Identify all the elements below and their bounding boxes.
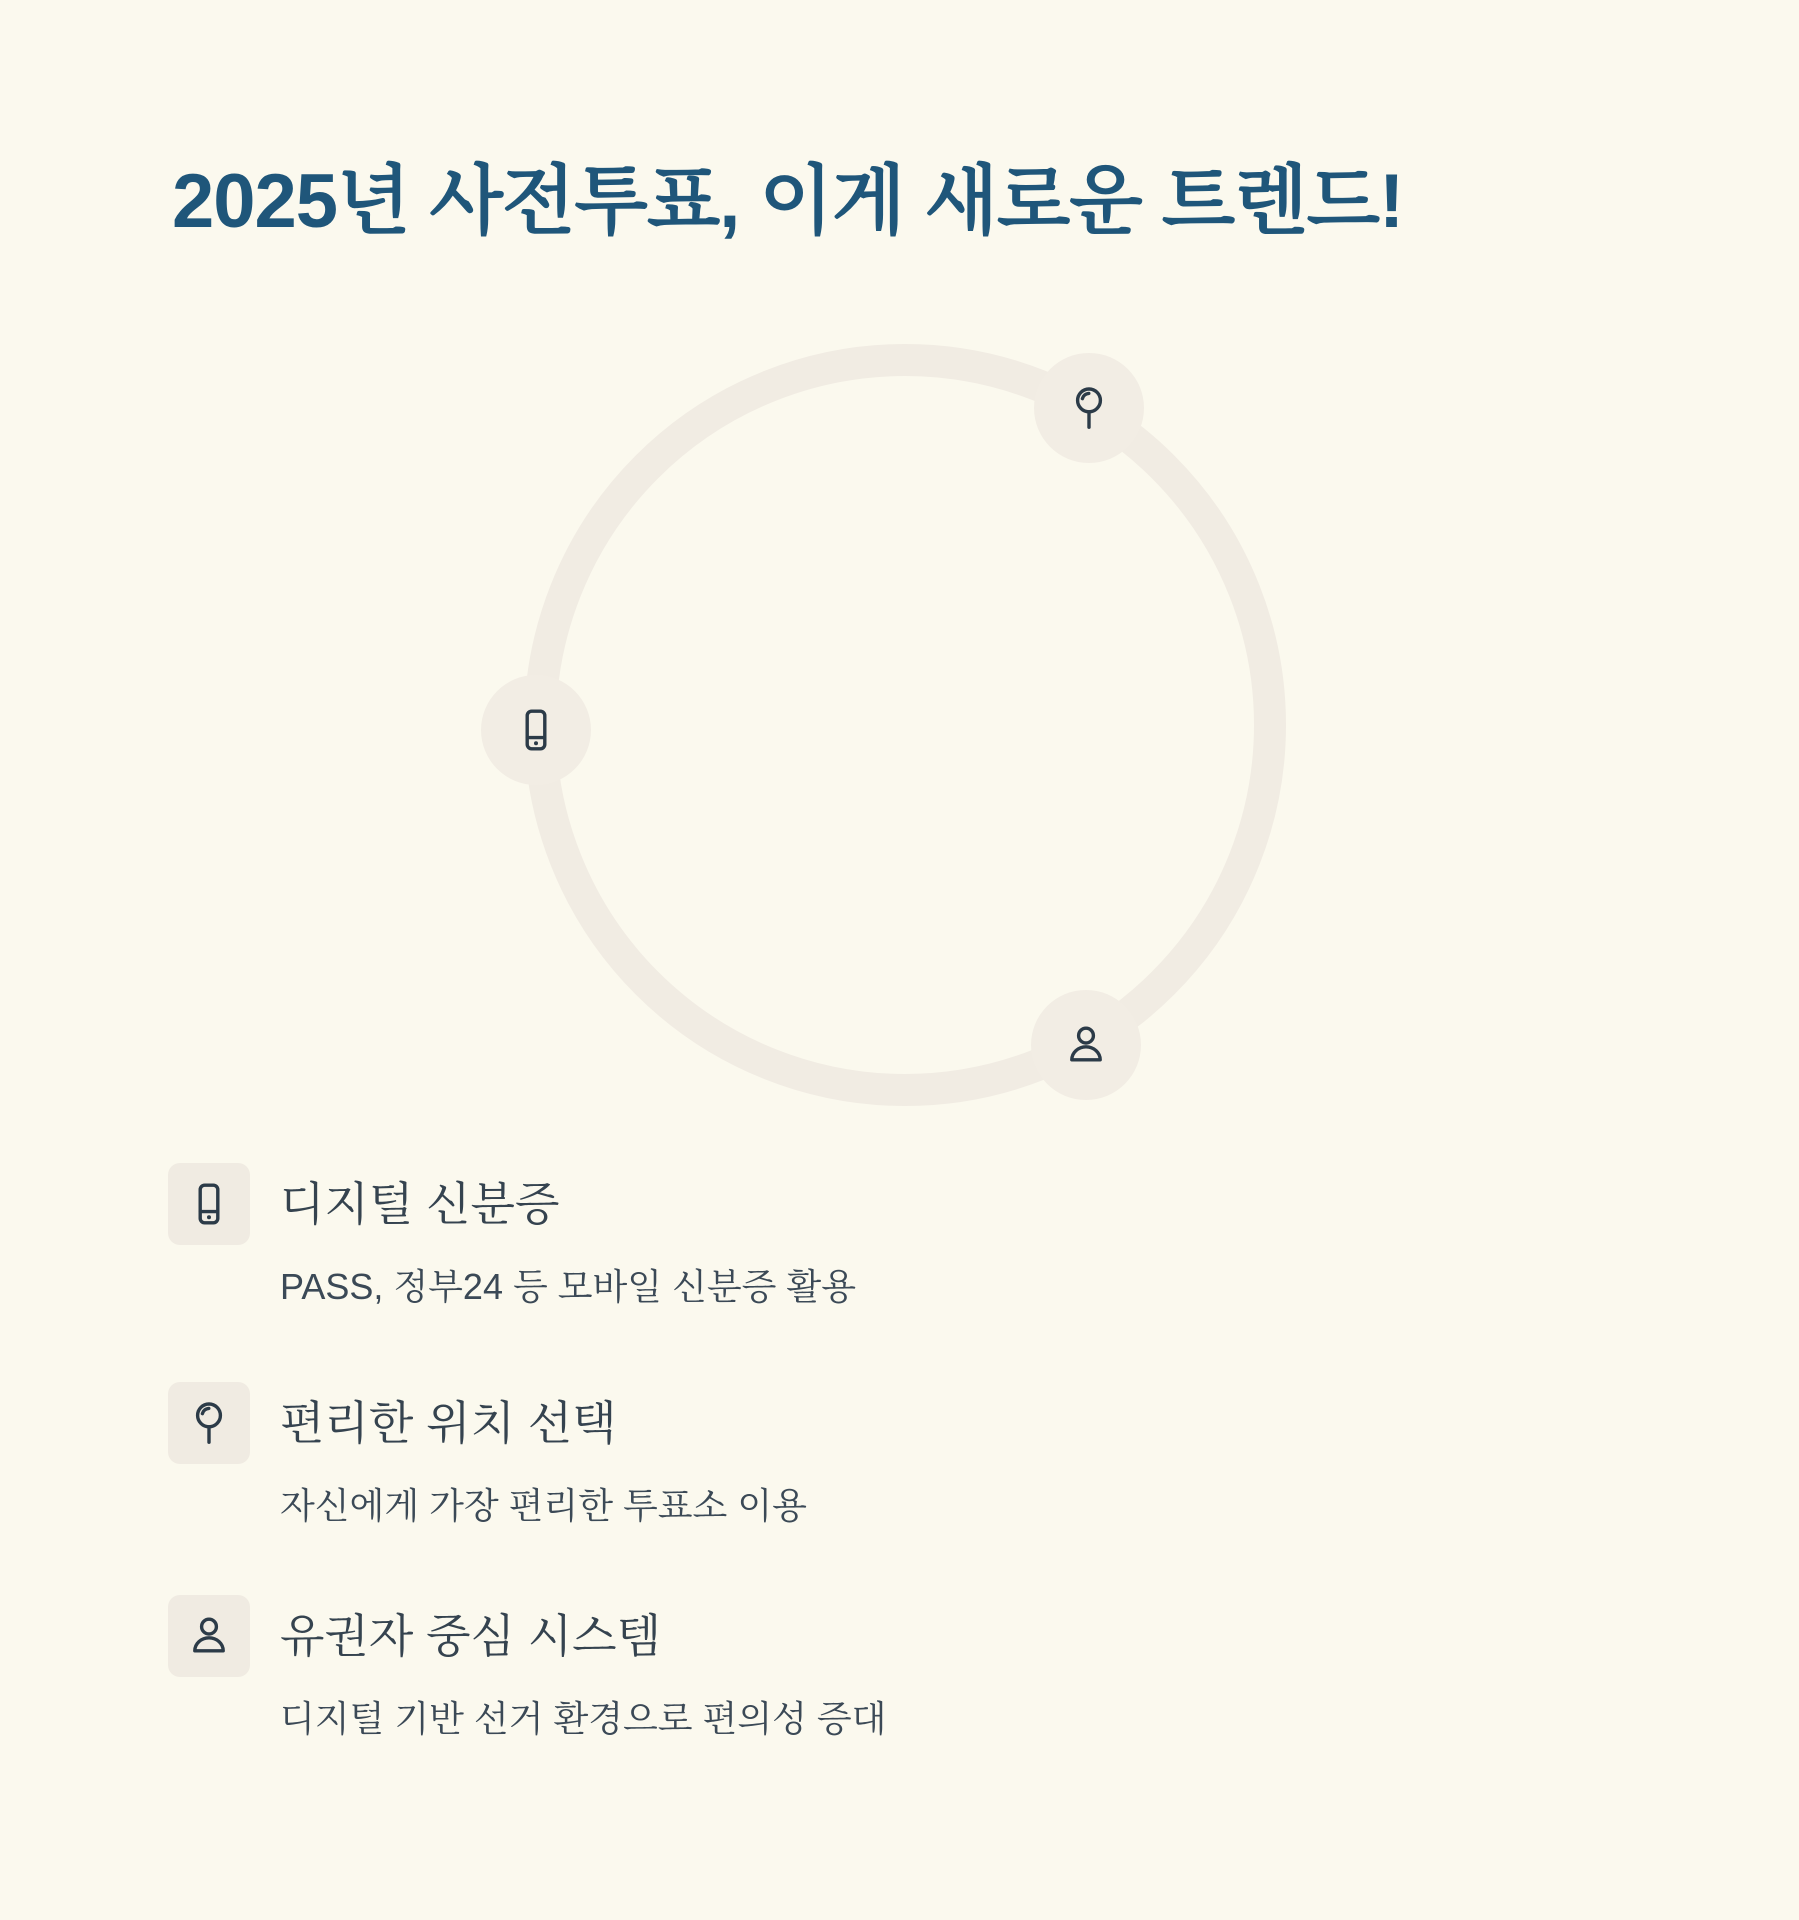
feature-title: 유권자 중심 시스템 — [280, 1609, 662, 1662]
feature-item-digital-id — [168, 1163, 1618, 1308]
feature-item-voter-centered — [168, 1595, 1618, 1740]
feature-title: 편리한 위치 선택 — [280, 1396, 617, 1449]
feature-icon-tile — [168, 1163, 250, 1245]
diagram-node-phone — [481, 675, 591, 785]
feature-icon-tile — [168, 1382, 250, 1464]
person-icon — [185, 1612, 233, 1660]
diagram-node-location — [1034, 353, 1144, 463]
pin-icon — [185, 1399, 233, 1447]
diagram-node-person — [1031, 990, 1141, 1100]
feature-icon-tile — [168, 1595, 250, 1677]
person-icon — [1062, 1021, 1110, 1069]
feature-subtitle: 자신에게 가장 편리한 투표소 이용 — [280, 1485, 807, 1526]
phone-icon — [512, 706, 560, 754]
page-title: 2025년 사전투표, 이게 새로운 트렌드! — [172, 159, 1404, 244]
phone-icon — [185, 1180, 233, 1228]
feature-item-location-choice — [168, 1382, 1618, 1527]
pin-icon — [1065, 384, 1113, 432]
feature-subtitle: PASS, 정부24 등 모바일 신분증 활용 — [280, 1266, 856, 1307]
feature-title: 디지털 신분증 — [280, 1177, 560, 1230]
feature-subtitle: 디지털 기반 선거 환경으로 편의성 증대 — [280, 1698, 887, 1739]
cycle-ring — [524, 344, 1286, 1106]
